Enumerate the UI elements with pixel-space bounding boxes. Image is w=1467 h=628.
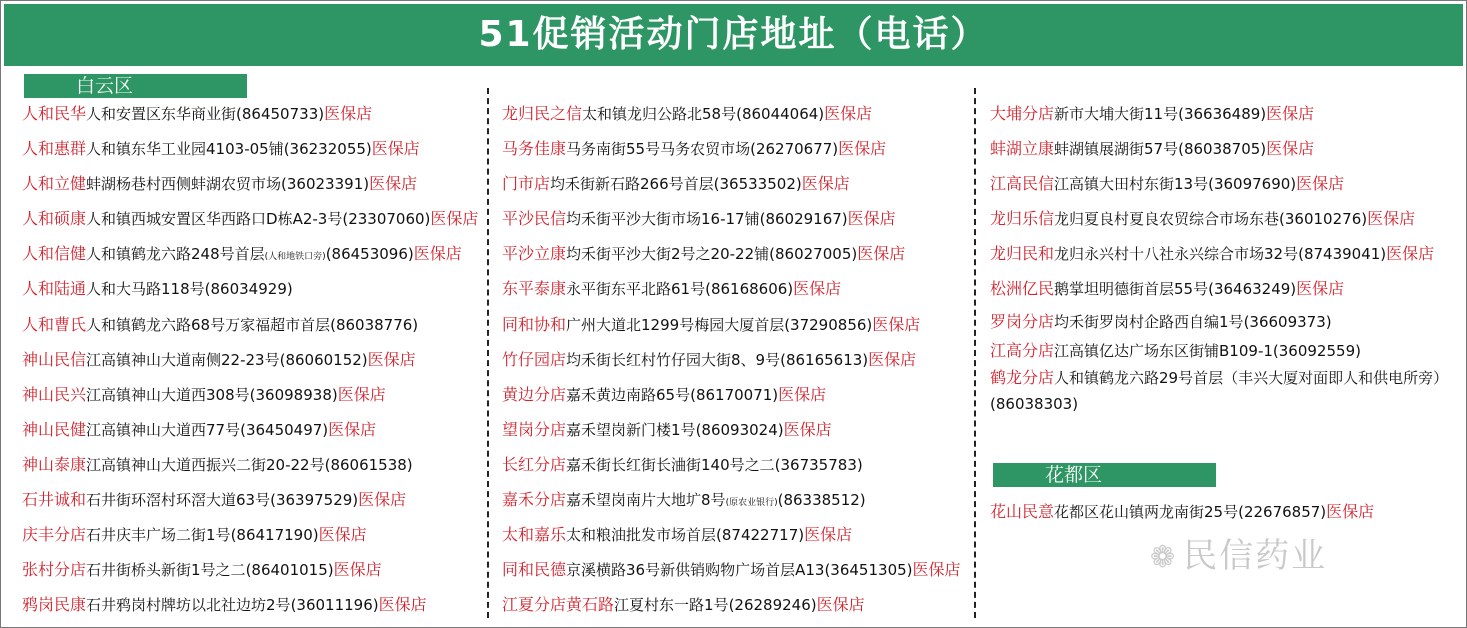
store-list-item [990, 307, 1460, 336]
store-phone: (36609373) [1243, 312, 1332, 331]
store-name: 花山民意 [990, 502, 1055, 521]
store-list-item [22, 307, 482, 342]
store-address: 龙归夏良村夏良农贸综合市场东巷 [1054, 210, 1280, 229]
store-list-item [22, 271, 482, 306]
store-tag: 医保店 [378, 595, 427, 615]
store-phone: (86453096) [325, 245, 414, 264]
store-tag: 医保店 [793, 279, 842, 299]
store-list-huadu [990, 494, 1374, 529]
store-list-item [990, 166, 1460, 201]
store-address: 石井鸦岗村牌坊以北社边坊2号 [86, 596, 291, 615]
store-list-column-2 [502, 96, 972, 622]
store-list-item [22, 201, 482, 236]
store-phone: (86038303) [990, 394, 1079, 413]
store-phone: (36097690) [1208, 175, 1297, 194]
store-tag: 医保店 [816, 595, 865, 615]
store-name: 神山民信 [22, 349, 87, 369]
store-tag: 医保店 [1266, 139, 1315, 159]
store-address: 新市大埔大街11号 [1054, 105, 1179, 123]
store-tag: 医保店 [872, 314, 921, 334]
store-address: 人和镇鹤龙六路29号首层（丰兴大厦对面即人和供电所旁） [1054, 368, 1449, 387]
store-name: 门市店 [502, 174, 551, 194]
store-address: 人和镇西城安置区华西路口D栋A2-3号 [86, 210, 343, 229]
store-address: 石井街环滘村环滘大道63号 [86, 491, 271, 510]
store-tag: 医保店 [1296, 279, 1345, 299]
store-tag: 医保店 [804, 525, 853, 545]
store-list-item [502, 271, 972, 306]
store-name: 鸦岗民康 [22, 595, 87, 615]
store-address: 石井街桥头新街1号之二 [86, 561, 246, 580]
store-tag: 医保店 [783, 419, 832, 439]
store-list-item [502, 412, 972, 447]
store-tag: 医保店 [318, 525, 367, 545]
store-phone: (87439041) [1298, 245, 1387, 264]
store-tag: 医保店 [328, 419, 377, 439]
store-address: 江高镇亿达广场东区街铺B109-1 [1054, 341, 1273, 360]
store-list-item [502, 96, 972, 131]
store-phone: (86044064) [736, 105, 825, 123]
store-name: 神山泰康 [22, 454, 87, 474]
store-name: 江高民信 [990, 174, 1055, 194]
store-address: 人和大马路118号 [86, 280, 205, 299]
wechat-icon: ❁ [1150, 540, 1178, 575]
store-name: 人和曹氏 [22, 314, 87, 334]
store-phone: (86450733) [236, 105, 325, 123]
store-phone: (26289246) [728, 596, 817, 615]
store-note: (原农业银行) [725, 498, 778, 509]
store-list-item [502, 482, 972, 517]
store-list-item [990, 365, 1460, 417]
store-address: 人和镇东华工业园4103-05铺 [86, 140, 284, 159]
store-list-item [22, 412, 482, 447]
store-name: 嘉禾分店 [502, 490, 567, 510]
store-list-item [22, 552, 482, 587]
store-address: 嘉禾街长红街长浀街140号之二 [566, 455, 775, 474]
store-address: 均禾街罗岗村企路西自编1号 [1054, 312, 1244, 331]
store-list-item [990, 201, 1460, 236]
store-phone: (86034929) [204, 280, 293, 299]
store-phone: (86401015) [245, 561, 334, 580]
store-phone: (36636489) [1178, 105, 1267, 123]
watermark [1150, 528, 1327, 577]
store-name: 竹仔园店 [502, 349, 567, 369]
store-name: 同和协和 [502, 314, 567, 334]
store-list-column-1 [22, 96, 482, 622]
store-phone: (86038776) [330, 315, 419, 334]
store-list-item [502, 552, 972, 587]
store-phone: (36092559) [1272, 341, 1361, 360]
store-list-item [22, 236, 482, 271]
store-name: 人和陆通 [22, 279, 87, 299]
store-address: 鹅掌坦明德街首层55号 [1054, 280, 1209, 299]
store-phone: (36463249) [1208, 280, 1297, 299]
store-list-item [502, 201, 972, 236]
store-list-item [502, 131, 972, 166]
store-phone: (36232055) [283, 140, 372, 159]
store-phone: (26270677) [750, 140, 839, 159]
store-phone: (36735783) [774, 455, 863, 474]
store-address: 均禾街长红村竹仔园大街8、9号 [566, 350, 781, 369]
store-tag: 医保店 [838, 139, 887, 159]
store-list-item [22, 166, 482, 201]
store-name: 龙归乐信 [990, 209, 1055, 229]
store-phone: (36397529) [270, 491, 359, 510]
store-tag: 医保店 [1266, 104, 1315, 123]
store-list-item [502, 447, 972, 482]
store-name: 鹤龙分店 [990, 367, 1055, 387]
store-phone: (86038705) [1178, 140, 1267, 159]
store-name: 龙归民和 [990, 244, 1055, 264]
store-list-item [990, 96, 1460, 131]
store-tag: 医保店 [847, 209, 896, 229]
column-divider [487, 88, 489, 618]
store-list-item [502, 377, 972, 412]
store-phone: (87422717) [716, 526, 805, 545]
store-phone: (36023391) [281, 175, 370, 194]
store-address: 人和安置区东华商业街 [86, 105, 237, 123]
store-address: 广州大道北1299号梅园大厦首层 [566, 315, 785, 334]
store-tag: 医保店 [430, 209, 479, 229]
store-tag: 医保店 [778, 384, 827, 404]
store-name: 张村分店 [22, 560, 87, 580]
store-phone: (36098938) [249, 385, 338, 404]
store-tag: 医保店 [1367, 209, 1416, 229]
store-address: 人和镇鹤龙六路248号首层 [86, 245, 265, 264]
store-address: 江高镇神山大道西308号 [86, 385, 250, 404]
store-tag: 医保店 [358, 490, 407, 510]
store-note: (人和地铁口旁) [264, 252, 326, 263]
store-tag: 医保店 [337, 384, 386, 404]
store-address: 石井庆丰广场二街1号 [86, 526, 231, 545]
store-phone: (37290856) [784, 315, 873, 334]
store-phone: (86168606) [705, 280, 794, 299]
store-name: 蚌湖立康 [990, 139, 1055, 159]
store-phone: (86165613) [780, 350, 869, 369]
store-list-item [502, 587, 972, 622]
store-phone: (86027005) [769, 245, 858, 264]
store-list-item [22, 342, 482, 377]
store-address: 太和粮油批发市场首层 [566, 526, 717, 545]
store-name: 石井诚和 [22, 490, 87, 510]
store-address: 江高镇神山大道西振兴二街20-22号 [86, 455, 325, 474]
store-name: 大埔分店 [990, 104, 1055, 123]
store-tag: 医保店 [333, 560, 382, 580]
store-phone: (86417190) [230, 526, 319, 545]
store-address: 人和镇鹤龙六路68号万家福超市首层 [86, 315, 331, 334]
store-address: 嘉禾望岗南片大地圹8号 [566, 491, 726, 510]
store-tag: 医保店 [1386, 244, 1435, 264]
store-list-item [22, 482, 482, 517]
store-phone: (36533502) [713, 175, 802, 194]
store-phone: (86029167) [759, 210, 848, 229]
store-list-item [22, 447, 482, 482]
store-name: 同和民德 [502, 560, 567, 580]
store-name: 庆丰分店 [22, 525, 87, 545]
store-name: 罗岗分店 [990, 311, 1055, 331]
store-name: 人和惠群 [22, 139, 87, 159]
store-address: 江高镇神山大道西77号 [86, 420, 241, 439]
store-address: 马务南街55号马务农贸市场 [566, 140, 751, 159]
store-phone: (36011196) [290, 596, 379, 615]
store-list-item [990, 336, 1460, 365]
store-list-item [502, 307, 972, 342]
store-tag: 医保店 [857, 244, 906, 264]
store-phone: (36451305) [824, 561, 913, 580]
store-list-item [22, 517, 482, 552]
district-label-baiyun: 白云区 [24, 74, 247, 98]
store-name: 黄边分店 [502, 384, 567, 404]
page-title-banner [4, 4, 1463, 66]
store-name: 马务佳康 [502, 139, 567, 159]
store-name: 松洲亿民 [990, 279, 1055, 299]
store-address: 江高镇大田村东街13号 [1054, 175, 1209, 194]
store-address: 均禾街平沙大街市场16-17铺 [566, 210, 760, 229]
store-name: 江高分店 [990, 340, 1055, 360]
store-name: 龙归民之信 [502, 104, 583, 123]
store-list-item [22, 587, 482, 622]
store-tag: 医保店 [912, 560, 961, 580]
store-list-item [502, 342, 972, 377]
store-phone: (86061538) [324, 455, 413, 474]
district-label-huadu: 花都区 [993, 463, 1216, 487]
store-name: 神山民兴 [22, 384, 87, 404]
store-address: 龙归永兴村十八社永兴综合市场32号 [1054, 245, 1299, 264]
store-tag: 医保店 [868, 349, 917, 369]
store-list-item [502, 166, 972, 201]
store-address: 嘉禾望岗新门楼1号 [566, 420, 696, 439]
store-list-item [22, 96, 482, 131]
store-phone: (23307060) [342, 210, 431, 229]
store-address: 江夏村东一路1号 [614, 596, 729, 615]
store-address: 蚌湖镇展湖街57号 [1054, 140, 1179, 159]
store-tag: 医保店 [1296, 174, 1345, 194]
store-phone: (86338512) [777, 491, 866, 510]
store-name: 人和民华 [22, 104, 87, 123]
store-address: 均禾街新石路266号首层 [550, 175, 714, 194]
store-name: 长红分店 [502, 454, 567, 474]
store-phone: (36010276) [1279, 210, 1368, 229]
store-phone: (22676857) [1238, 503, 1327, 521]
store-list-item [990, 271, 1460, 306]
store-tag: 医保店 [801, 174, 850, 194]
store-tag: 医保店 [371, 139, 420, 159]
store-address: 京溪横路36号新供销购物广场首层A13 [566, 561, 825, 580]
store-list-item [22, 377, 482, 412]
store-phone: (36450497) [240, 420, 329, 439]
store-address: 蚌湖杨巷村西侧蚌湖农贸市场 [86, 175, 282, 194]
store-name: 望岗分店 [502, 419, 567, 439]
store-phone: (86093024) [695, 420, 784, 439]
store-list-item [22, 131, 482, 166]
store-list-column-3 [990, 96, 1460, 521]
store-tag: 医保店 [1326, 502, 1375, 521]
store-name: 江夏分店黄石路 [502, 595, 615, 615]
store-phone: (86170071) [690, 385, 779, 404]
store-address: 均禾街平沙大街2号之20-22铺 [566, 245, 770, 264]
store-address: 江高镇神山大道南侧22-23号 [86, 350, 280, 369]
store-address: 太和镇龙归公路北58号 [582, 105, 737, 123]
store-tag: 医保店 [367, 349, 416, 369]
page-title: 51促销活动门店地址（电话） [478, 14, 989, 55]
store-address: 嘉禾黄边南路65号 [566, 385, 691, 404]
store-name: 人和硕康 [22, 209, 87, 229]
store-name: 东平泰康 [502, 279, 567, 299]
store-tag: 医保店 [413, 244, 462, 264]
store-name: 神山民健 [22, 419, 87, 439]
store-list-item [990, 131, 1460, 166]
watermark-text: 民信药业 [1183, 536, 1328, 576]
store-name: 太和嘉乐 [502, 525, 567, 545]
store-list-item [990, 494, 1374, 529]
store-list-item [502, 236, 972, 271]
store-phone: (86060152) [279, 350, 368, 369]
store-tag: 医保店 [369, 174, 418, 194]
store-address: 永平街东平北路61号 [566, 280, 706, 299]
store-name: 平沙民信 [502, 209, 567, 229]
store-name: 平沙立康 [502, 244, 567, 264]
store-address: 花都区花山镇两龙南街25号 [1054, 503, 1239, 521]
store-tag: 医保店 [824, 104, 873, 123]
column-divider [974, 88, 976, 618]
store-tag: 医保店 [324, 104, 373, 123]
store-name: 人和立健 [22, 174, 87, 194]
store-name: 人和信健 [22, 244, 87, 264]
store-list-item [502, 517, 972, 552]
store-list-item [990, 236, 1460, 271]
